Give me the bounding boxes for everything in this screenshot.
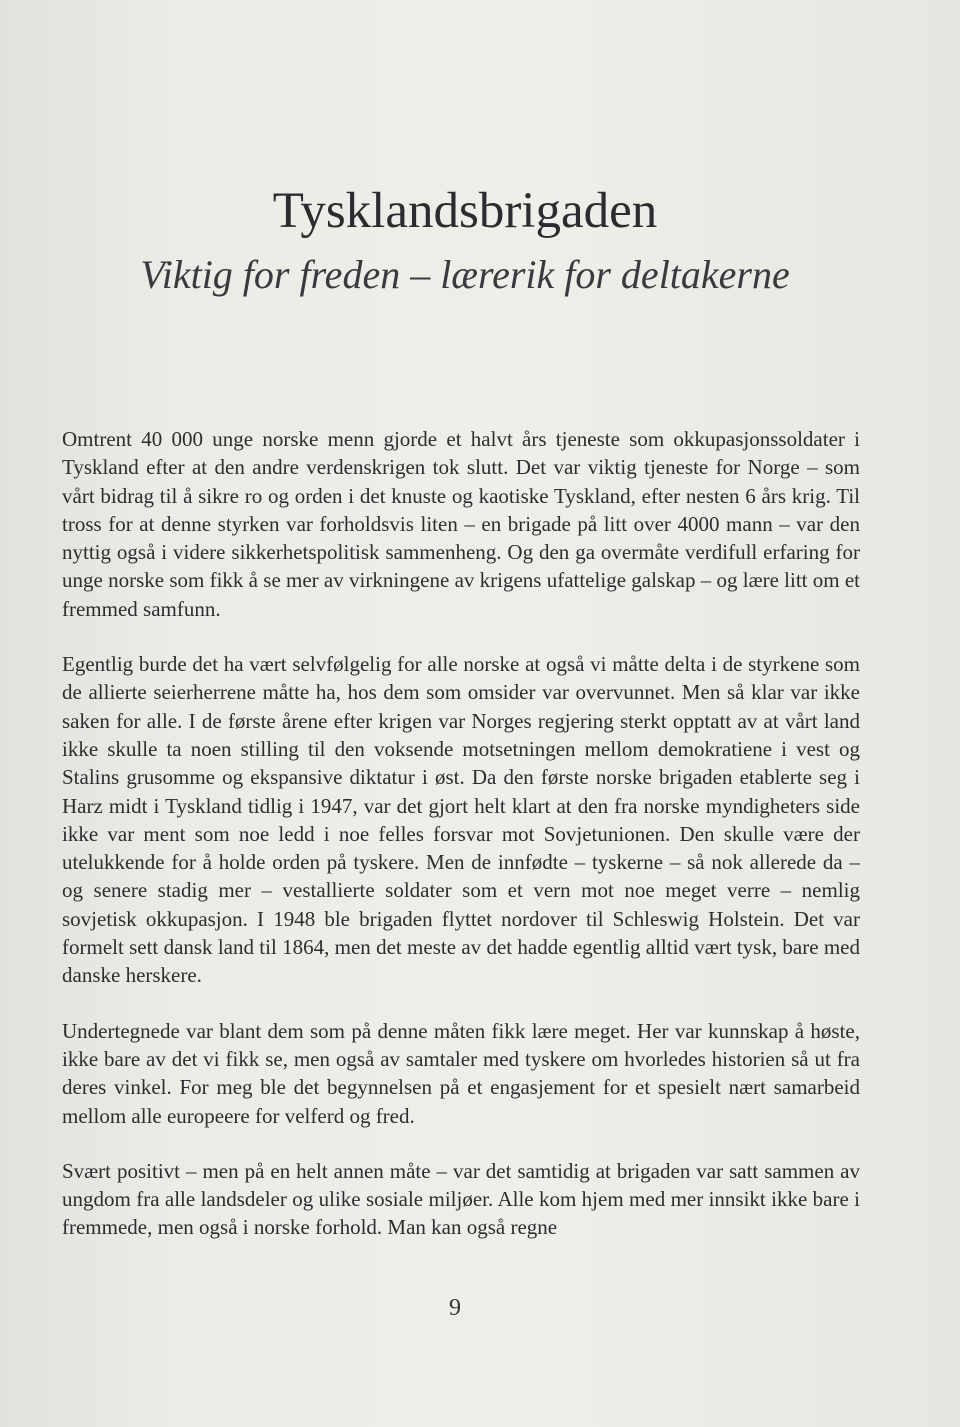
body-text — [62, 425, 860, 1269]
page-title: Tysklandsbrigaden — [272, 183, 658, 239]
page-subtitle: Viktig for freden – lærerik for deltakerne — [140, 252, 790, 297]
paragraph-4: Svært positivt – men på en helt annen måte – var det samtidig at brigaden var satt sammen av ungdom fra alle landsdeler og ulike sosiale miljøer. Alle kom hjem med mer innsikt ikke bare i fremmede, men også i norske forhold. Man kan også regne — [62, 1158, 860, 1240]
page-number: 9 — [449, 1295, 461, 1321]
paragraph-2: Egentlig burde det ha vært selvfølgelig for alle norske at også vi måtte delta i de styrkene som de allierte seierherrene måtte ha, hos dem som omsider var overvunnet. Men så klar var ikke saken for alle. I de første årene efter krigen var Norges regjering sterkt opptatt av at vårt land ikke skulle ta noen stilling til den voksende motsetningen mellom demokratiene i vest og Stalins grusomme og ekspansive diktatur i øst. Da den første norske brigaden etablerte seg i Harz midt i Tyskland tidlig i 1947, var det gjort helt klart at den fra norske myndigheters side ikke var ment som noe ledd i noe felles forsvar mot Sovjetunionen. Den skulle være der utelukkende for å holde orden på tyskere. Men de innfødte – tyskerne – så nok allerede da – og senere stadig mer – vestallierte soldater som et vern mot noe meget verre – nemlig sovjetisk okkupasjon. I 1948 ble brigaden flyttet nordover til Schleswig Holstein. Det var formelt sett dansk land til 1864, men det meste av det hadde egentlig alltid vært tysk, bare med danske herskere. — [62, 652, 860, 988]
paragraph-3: Undertegnede var blant dem som på denne måten fikk lære meget. Her var kunnskap å høste, ikke bare av det vi fikk se, men også av samtaler med tyskere om hvorledes historien så ut fra deres vinkel. For meg ble det begynnelsen på et engasjement for et spesielt nært samarbeid mellom alle europeere for velferd og fred. — [62, 1018, 860, 1128]
paragraph-1: Omtrent 40 000 unge norske menn gjorde et halvt års tjeneste som okkupasjonssoldater i Tyskland efter at den andre verdenskrigen tok slutt. Det var viktig tjeneste for Norge – som vårt bidrag til å sikre ro og orden i det knuste og kaotiske Tyskland, efter nesten 6 års krig. Til tross for at denne styrken var forholdsvis liten – en brigade på litt over 4000 mann – var den nyttig også i videre sikkerhetspolitisk sammenheng. Og den ga overmåte verdifull erfaring for unge norske som fikk å se mer av virkningene av krigens ufattelige galskap – og lære litt om et fremmed samfunn. — [62, 427, 860, 621]
